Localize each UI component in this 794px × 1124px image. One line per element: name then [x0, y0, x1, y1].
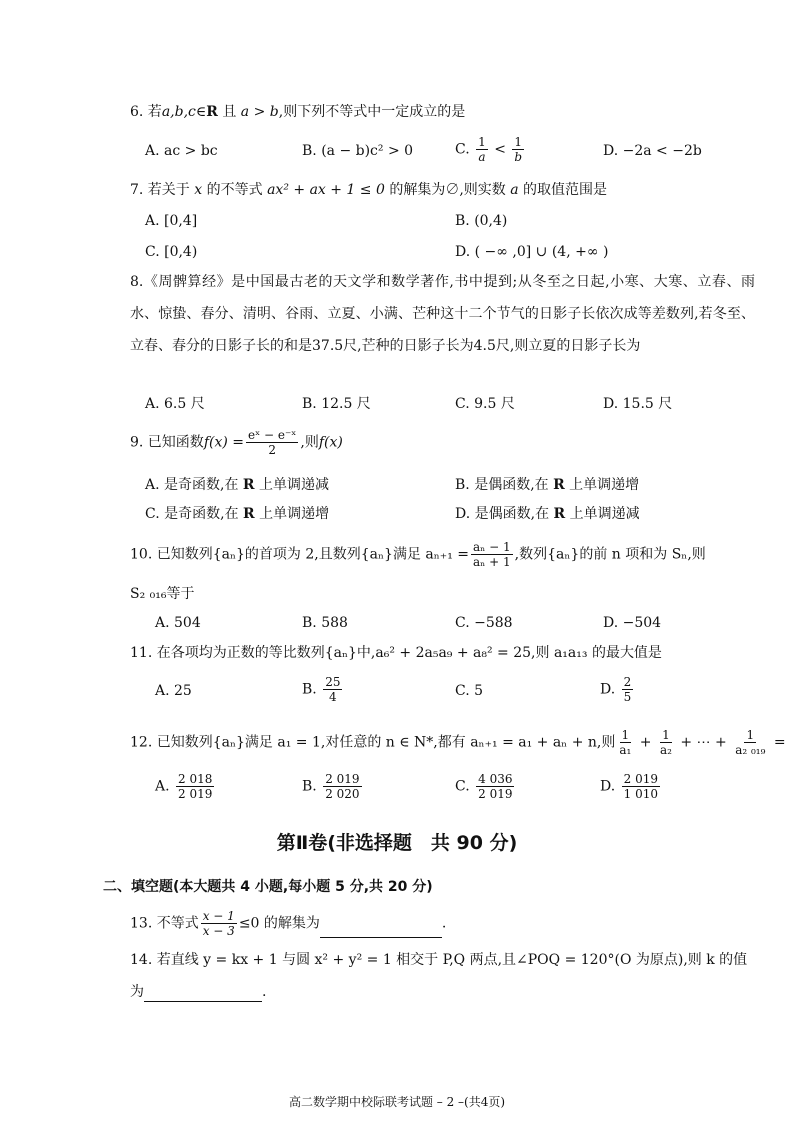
q9-option-b-1: B. 是偶函数,在 [455, 477, 554, 493]
q9-text: 9. 已知函数 [130, 434, 204, 451]
q9-option-c-1: C. 是奇函数,在 [145, 506, 244, 522]
q7-text-3: 的解集为∅,则实数 [384, 182, 511, 198]
q14-line-2 [130, 982, 754, 1002]
q9-option-d-2: 上单调递减 [565, 506, 640, 522]
q12-option-a-frac [176, 772, 214, 801]
q10-option-a: A. 504 [155, 615, 201, 631]
q9-option-a-2: 上单调递减 [254, 477, 330, 493]
q7-option-d: D. ( −∞ ,0] ∪ (4, +∞ ) [455, 244, 609, 260]
q12-option-b-frac [323, 772, 361, 801]
q10-option-c: C. −588 [455, 615, 513, 631]
q6-in: ∈ [195, 104, 207, 120]
q6-option-a: A. ac > bc [145, 143, 218, 159]
question-14-stem: 14. 若直线 y = kx + 1 与圆 x² + y² = 1 相交于 P,Q 两点,且∠POQ = 120°(O 为原点),则 k 的值 [130, 952, 748, 968]
q11-option-b-num: 25 [325, 675, 341, 689]
q12-option-d-frac [622, 772, 660, 801]
question-12-stem [130, 728, 786, 757]
q7-text: 7. 若关于 [130, 182, 195, 198]
q10-option-d: D. −504 [603, 615, 662, 631]
q12-option-a [155, 772, 216, 801]
q12-option-c-num: 4 036 [478, 772, 513, 786]
q13-frac-num: x − 1 [202, 909, 235, 923]
q12-option-a-label: A. [155, 778, 175, 795]
q12-eq: = [769, 734, 786, 751]
question-10-stem [130, 540, 754, 569]
section-title: 第Ⅱ卷(非选择题 共 90 分) [276, 832, 518, 854]
q6-option-c-label: C. [455, 141, 475, 158]
q8-option-d: D. 15.5 尺 [603, 396, 673, 412]
q10-frac [471, 540, 513, 569]
q6-option-c [455, 135, 526, 164]
q11-option-d-frac [622, 675, 634, 704]
q11-option-b-den: 4 [329, 690, 337, 704]
q12-option-d-num: 2 019 [623, 772, 658, 786]
q12-option-b-label: B. [302, 778, 322, 795]
q11-option-d [600, 675, 635, 704]
q9-option-c [145, 504, 329, 524]
subsection-title: 二、填空题(本大题共 4 小题,每小题 5 分,共 20 分) [103, 879, 433, 895]
q6-real-set: R [206, 104, 218, 120]
q12-frac-n [733, 728, 767, 757]
q12-plus: + [635, 734, 656, 751]
q7-option-a: A. [0,4] [145, 213, 198, 229]
q13-frac-den: x − 3 [202, 924, 235, 938]
q12-option-b [302, 772, 364, 801]
q12-option-c-den: 2 019 [478, 787, 513, 801]
q11-option-d-den: 5 [623, 690, 632, 704]
q9-option-d-1: D. 是偶函数,在 [455, 506, 554, 522]
q7-inequality: ax² + ax + 1 ≤ 0 [267, 182, 385, 198]
q9-option-c-2: 上单调递增 [254, 506, 330, 522]
q11-option-d-num: 2 [623, 675, 632, 689]
q13-text-2: ≤0 的解集为 [238, 915, 320, 932]
q12-option-b-den: 2 020 [325, 787, 360, 801]
q10-text: 10. 已知数列{aₙ}的首项为 2,且数列{aₙ}满足 aₙ₊₁ = [130, 546, 469, 563]
q8-option-b: B. 12.5 尺 [302, 396, 371, 412]
q11-option-c: C. 5 [455, 683, 484, 699]
q9-option-a-1: A. 是奇函数,在 [145, 477, 243, 493]
q12-option-a-num: 2 018 [178, 772, 213, 786]
q9-fx2: f(x) [318, 434, 343, 451]
q9-option-c-R: R [243, 506, 255, 522]
q10-frac-den: aₙ + 1 [473, 555, 511, 569]
q12-option-d-label: D. [600, 778, 620, 795]
q11-option-d-label: D. [600, 681, 620, 698]
q12-frac-n-num: 1 [746, 728, 755, 742]
q11-option-b-label: B. [302, 681, 322, 698]
q9-option-b [455, 475, 639, 495]
q12-frac-1-den: a₁ [619, 743, 632, 757]
q6-option-b: B. (a − b)c² > 0 [302, 143, 414, 159]
question-13-stem [130, 909, 754, 938]
q6-frac-1b-num: 1 [514, 135, 523, 149]
q6-text-end: ,则下列不等式中一定成立的是 [278, 104, 466, 120]
q13-answer-blank[interactable] [320, 923, 442, 938]
q6-frac-1a [476, 135, 488, 164]
q6-frac-1a-num: 1 [478, 135, 486, 149]
q11-option-a: A. 25 [155, 683, 192, 699]
q12-dots: + ⋯ + [675, 734, 732, 751]
question-8-stem: 8.《周髀算经》是中国最古老的天文学和数学著作,书中提到;从冬至之日起,小寒、大寒、立春、雨水、惊蛰、春分、清明、谷雨、立夏、小满、芒种这十二个节气的日影子长依次成等差数列,若冬至、立春、春分的日影子长的和是37.5尺,芒种的日影子长为4.5尺,则立夏的日影子长为 [130, 274, 755, 354]
q12-frac-n-den: a₂ ₀₁₉ [735, 743, 766, 757]
q9-option-d [455, 504, 640, 524]
q12-option-c-label: C. [455, 778, 475, 795]
q11-option-b [302, 675, 344, 704]
q10-frac-num: aₙ − 1 [473, 540, 511, 554]
q10-text-2: ,数列{aₙ}的前 n 项和为 Sₙ,则 [514, 546, 706, 563]
q8-option-a: A. 6.5 尺 [145, 396, 205, 412]
q11-option-b-frac [323, 675, 342, 704]
q12-frac-1-num: 1 [621, 728, 630, 742]
q9-option-a-R: R [242, 477, 255, 493]
q13-text: 13. 不等式 [130, 915, 199, 932]
q7-a: a [510, 182, 519, 198]
q6-and: 且 [217, 104, 241, 120]
q12-option-d [600, 772, 662, 801]
q9-option-b-R: R [553, 477, 565, 493]
q8-option-c: C. 9.5 尺 [455, 396, 515, 412]
q9-frac [246, 428, 298, 457]
q6-condition: a > b [240, 104, 279, 120]
q7-text-4: 的取值范围是 [518, 182, 608, 198]
q10-option-b: B. 588 [302, 615, 348, 631]
q14-answer-blank[interactable] [144, 987, 262, 1002]
q6-text: 6. 若 [130, 104, 162, 120]
q6-vars: a,b,c [161, 104, 196, 120]
q9-frac-den: 2 [268, 443, 277, 457]
q13-end: . [441, 915, 447, 932]
q12-frac-2 [658, 728, 674, 757]
q12-text: 12. 已知数列{aₙ}满足 a₁ = 1,对任意的 n ∈ N*,都有 aₙ₊₁ = a₁ + aₙ + n,则 [130, 734, 616, 751]
q9-option-b-2: 上单调递增 [564, 477, 640, 493]
q12-option-d-den: 1 010 [623, 787, 658, 801]
q7-option-c: C. [0,4) [145, 244, 198, 260]
q14-end: . [262, 984, 267, 1000]
question-7-stem [130, 180, 754, 200]
page-footer: 高二数学期中校际联考试题 – 2 –(共4页) [288, 1095, 506, 1109]
q10-line-2: S₂ ₀₁₆等于 [130, 586, 195, 602]
q9-text-2: ,则 [300, 434, 319, 451]
q12-option-c [455, 772, 516, 801]
q14-line-2-text: 为 [130, 984, 144, 1000]
q9-frac-num: eˣ − e⁻ˣ [248, 428, 297, 442]
q12-option-c-frac [476, 772, 514, 801]
q12-option-a-den: 2 019 [178, 787, 213, 801]
q6-lt: < [489, 141, 511, 158]
question-6-stem [130, 102, 754, 122]
q6-frac-1b-den: b [514, 150, 523, 164]
q7-text-2: 的不等式 [202, 182, 268, 198]
q9-fx: f(x) = [203, 434, 244, 451]
q13-frac [201, 909, 237, 938]
q9-option-d-R: R [553, 506, 566, 522]
question-11-stem: 11. 在各项均为正数的等比数列{aₙ}中,a₆² + 2a₅a₉ + a₈² = 25,则 a₁a₁₃ 的最大值是 [130, 645, 662, 661]
q7-x: x [194, 182, 203, 198]
q9-option-a [145, 475, 329, 495]
q6-frac-1b [512, 135, 524, 164]
q7-option-b: B. (0,4) [455, 213, 508, 229]
q12-frac-2-den: a₂ [659, 743, 672, 757]
question-9-stem [130, 428, 754, 457]
q12-option-b-num: 2 019 [325, 772, 360, 786]
q6-frac-1a-den: a [478, 150, 486, 164]
q12-frac-2-num: 1 [662, 728, 670, 742]
q6-option-d: D. −2a < −2b [603, 143, 702, 159]
q12-frac-1 [617, 728, 633, 757]
